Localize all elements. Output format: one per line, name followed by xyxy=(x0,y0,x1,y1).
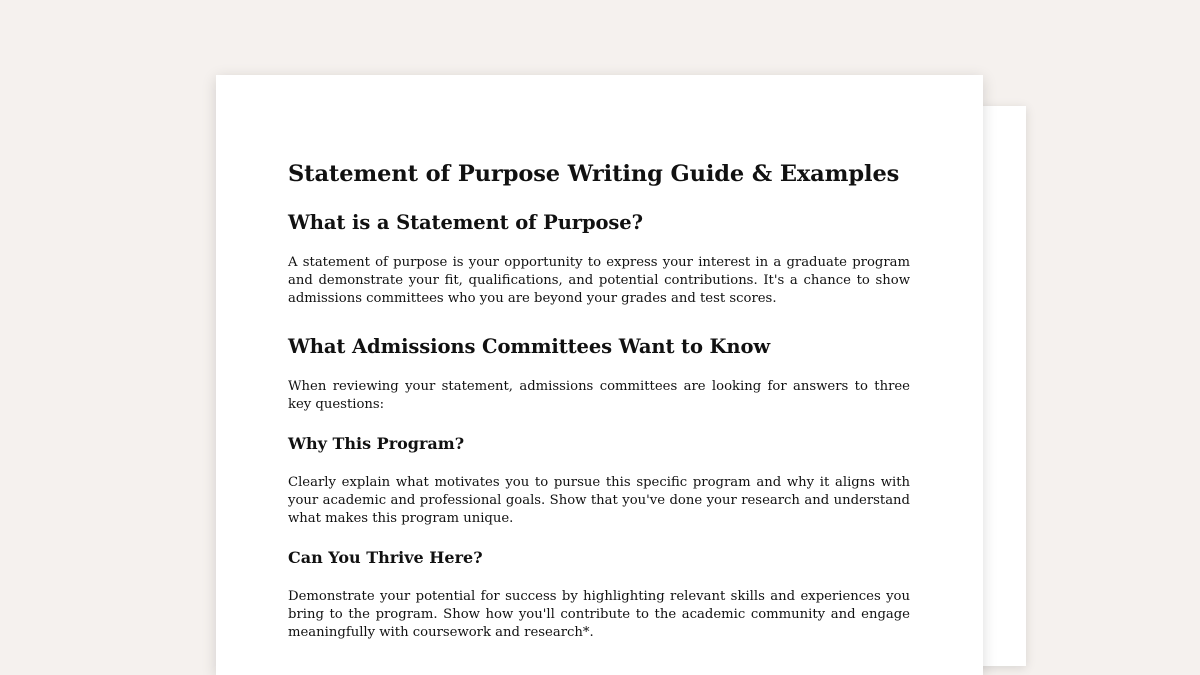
section-body-what-is-sop: A statement of purpose is your opportunity to express your interest in a graduate program and demonstrate your fit, qualifications, and potential contributions. It's a chance to show admissions committees who you are beyond your grades and test scores. xyxy=(288,255,910,306)
subsection-body-thrive-here: Demonstrate your potential for success by highlighting relevant skills and experiences you bring to the program. Show how you'll contribute to the academic community and engage meaningfully with coursework and research*. xyxy=(288,589,910,640)
subsection-body-why-program: Clearly explain what motivates you to pursue this specific program and why it aligns with your academic and professional goals. Show that you've done your research and understand what makes this program unique. xyxy=(288,475,910,526)
section-heading-what-is-sop: What is a Statement of Purpose? xyxy=(288,211,643,234)
section-body-committees-want: When reviewing your statement, admissions committees are looking for answers to three key questions: xyxy=(288,379,910,412)
subsection-heading-thrive-here: Can You Thrive Here? xyxy=(288,548,483,567)
document-page xyxy=(216,75,983,675)
subsection-heading-why-program: Why This Program? xyxy=(288,434,465,453)
document-title: Statement of Purpose Writing Guide & Examples xyxy=(288,161,900,187)
document-content xyxy=(288,159,910,642)
section-heading-committees-want: What Admissions Committees Want to Know xyxy=(288,335,771,358)
